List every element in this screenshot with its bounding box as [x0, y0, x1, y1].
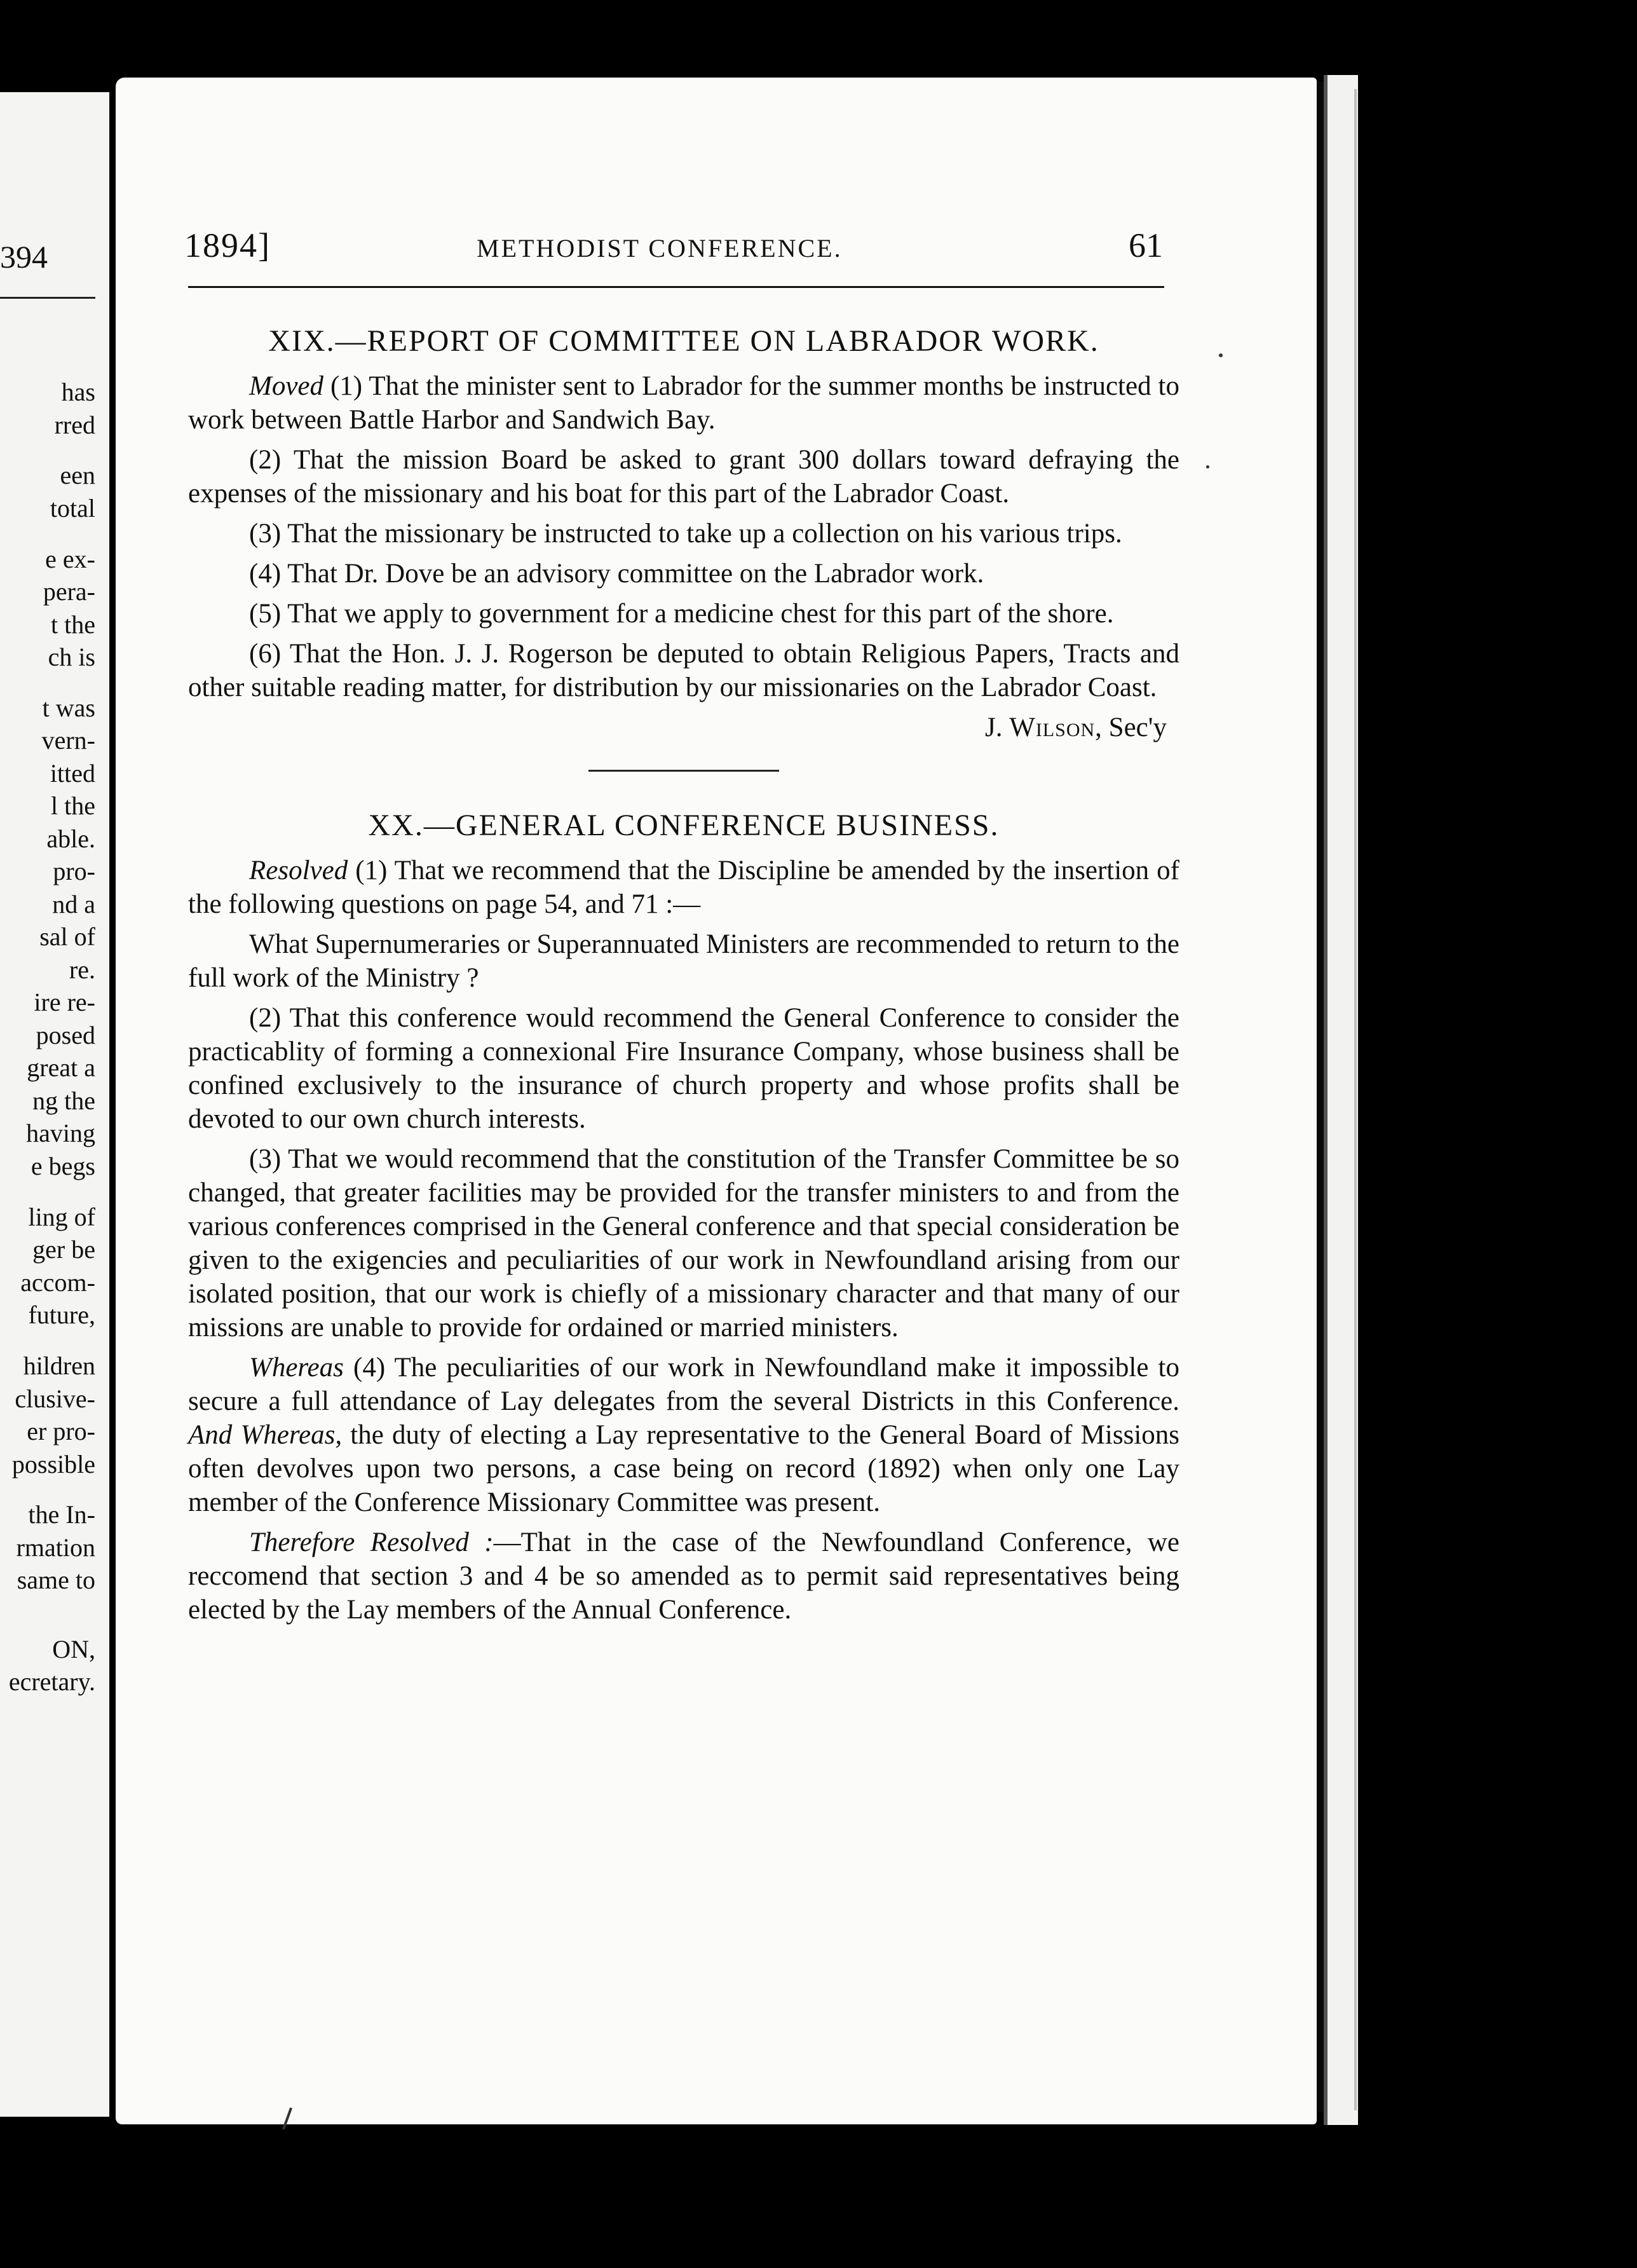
- signature-name: Wilson: [1009, 713, 1096, 742]
- previous-page-line: rred: [54, 411, 95, 439]
- moved-lead: Moved: [249, 371, 323, 401]
- previous-page-line: pera-: [43, 577, 95, 606]
- previous-page-line: accom-: [20, 1268, 95, 1297]
- previous-page-year: 394: [0, 239, 48, 275]
- section-xx-item-4-text-b: the duty of electing a Lay representative to the General Board of Missions often devolves upon two persons, a case being on record (1892) when only one Lay member of the Conference Missionary Committee was present.: [188, 1420, 1179, 1517]
- stray-mark: [1219, 353, 1223, 357]
- previous-page-line: t was: [42, 693, 95, 722]
- section-xx-item-1-text: (1) That we recommend that the Discipline be amended by the insertion of the following questions on page 54, and 71 :—: [188, 856, 1179, 919]
- previous-page-line: hildren: [23, 1351, 95, 1380]
- previous-page-line: same to: [17, 1566, 95, 1594]
- previous-page-line: rmation: [16, 1533, 95, 1562]
- section-divider: [588, 770, 779, 772]
- previous-page-line: ecretary.: [8, 1667, 95, 1696]
- previous-page-line: clusive-: [15, 1384, 95, 1413]
- running-head: [184, 226, 1163, 277]
- running-head-title: METHODIST CONFERENCE.: [477, 234, 843, 263]
- section-xix-item-1-text: (1) That the minister sent to Labrador for the summer months be instructed to work between Battle Harbor and Sandwich Bay.: [188, 371, 1179, 435]
- previous-page-line: ng the: [32, 1086, 95, 1115]
- previous-page-line: ON,: [52, 1635, 95, 1663]
- secretary-signature: [188, 711, 1167, 744]
- section-xix-item-3: (3) That the missionary be instructed to take up a collection on his various trips.: [249, 519, 1122, 549]
- section-xx-item-1: [188, 854, 1179, 921]
- therefore-resolved-lead: Therefore Resolved :: [249, 1527, 494, 1557]
- section-xx-item-4: [188, 1351, 1179, 1519]
- previous-page-line: ch is: [48, 643, 95, 671]
- previous-page-line: having: [26, 1119, 95, 1147]
- previous-page-line: er pro-: [27, 1417, 95, 1445]
- page-edge-stack: [1324, 75, 1358, 2125]
- whereas-lead: Whereas: [249, 1353, 344, 1383]
- previous-page-line: re.: [69, 955, 95, 984]
- previous-page-line: e ex-: [45, 545, 95, 573]
- previous-page-line: has: [61, 378, 95, 406]
- previous-page-line: ling of: [28, 1203, 95, 1231]
- body-text: [188, 318, 1179, 1633]
- previous-page-line: ire re-: [34, 988, 95, 1016]
- stray-mark: [1206, 465, 1209, 468]
- previous-page-line: posed: [36, 1021, 95, 1049]
- previous-page-line: t the: [51, 610, 95, 639]
- previous-page-line: sal of: [39, 922, 95, 951]
- section-xix-item-5: (5) That we apply to government for a medicine chest for this part of the shore.: [249, 599, 1114, 629]
- section-xx-question: What Supernumeraries or Superannuated Ministers are recommended to return to the full work of the Ministry ?: [188, 929, 1179, 993]
- section-xx-item-5-text: —That in the case of the Newfoundland Conference, we reccomend that section 3 and 4 be so amended as to permit said representatives being elected by the Lay members of the Annual Conference.: [188, 1527, 1179, 1625]
- signature-role: , Sec'y: [1095, 713, 1167, 742]
- previous-page-line: total: [50, 494, 95, 523]
- section-xx-heading: XX.—GENERAL CONFERENCE BUSINESS.: [368, 809, 1000, 842]
- previous-page-line: een: [60, 461, 95, 489]
- previous-page-line: possible: [11, 1450, 95, 1479]
- running-head-year: 1894]: [184, 226, 271, 264]
- previous-page-line: future,: [28, 1301, 95, 1329]
- previous-page-line: vern-: [41, 726, 95, 755]
- header-rule: [188, 286, 1164, 288]
- previous-page-fragment: [0, 92, 109, 2117]
- previous-page-line: the In-: [28, 1500, 95, 1529]
- page-number: 61: [1129, 226, 1163, 264]
- signature-initial: J.: [985, 713, 1010, 742]
- previous-page-line: able.: [46, 824, 95, 853]
- previous-page-rule: [0, 297, 95, 299]
- previous-page-line: ger be: [32, 1235, 95, 1264]
- section-xx-item-3: (3) That we would recommend that the constitution of the Transfer Committee be so changed, that greater facilities may be provided for the transfer ministers to and from the various conferences comprised in the General conference and that special consideration be given to the exigencies and peculiarities of our work in Newfoundland arising from our isolated position, that our work is chiefly of a missionary character and that many of our missions are unable to provide for ordained or married ministers.: [188, 1144, 1179, 1342]
- resolved-lead: Resolved: [249, 856, 348, 885]
- section-xix-item-1: [188, 369, 1179, 437]
- previous-page-line: pro-: [53, 857, 95, 885]
- previous-page-line: l the: [51, 791, 95, 820]
- previous-page-line: e begs: [31, 1152, 95, 1180]
- section-xx-item-5: [188, 1526, 1179, 1627]
- section-xix-item-6: (6) That the Hon. J. J. Rogerson be deputed to obtain Religious Papers, Tracts and other suitable reading matter, for distribution by our missionaries on the Labrador Coast.: [188, 639, 1179, 702]
- previous-page-line: nd a: [52, 890, 95, 919]
- section-xx-item-2: (2) That this conference would recommend the General Conference to consider the practicablity of forming a connexional Fire Insurance Company, whose business shall be confined exclusively to the insurance of church property and whose profits shall be devoted to our own church interests.: [188, 1003, 1179, 1134]
- section-xix-heading: XIX.—REPORT OF COMMITTEE ON LABRADOR WORK.: [268, 324, 1099, 358]
- and-whereas-lead: And Whereas,: [188, 1420, 343, 1450]
- page-edge-line: [1354, 89, 1357, 2110]
- section-xix-item-4: (4) That Dr. Dove be an advisory committee on the Labrador work.: [249, 559, 984, 589]
- section-xx-item-4-text-a: (4) The peculiarities of our work in Newfoundland make it impossible to secure a full attendance of Lay delegates from the several Districts in this Conference.: [188, 1353, 1179, 1416]
- section-xix-item-2: (2) That the mission Board be asked to grant 300 dollars toward defraying the expenses of the missionary and his boat for this part of the Labrador Coast.: [188, 445, 1179, 509]
- previous-page-line: itted: [50, 759, 95, 788]
- previous-page-line: great a: [27, 1053, 95, 1082]
